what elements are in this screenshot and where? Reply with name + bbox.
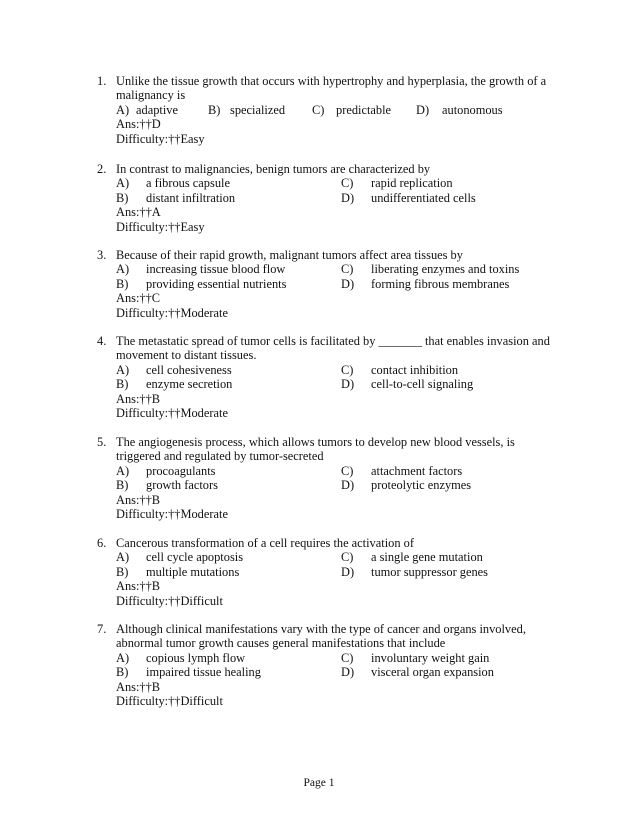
question-stem-line: triggered and regulated by tumor-secreted <box>116 449 324 464</box>
question-stem-line: The angiogenesis process, which allows tumors to develop new blood vessels, is <box>116 435 515 449</box>
choice-letter: B) <box>116 665 129 680</box>
question-number: 6. <box>97 536 107 550</box>
choice-list <box>116 103 567 117</box>
question-number: 2. <box>97 162 107 176</box>
choice-letter: D) <box>341 276 355 291</box>
question-number: 1. <box>97 74 107 88</box>
choice-text: increasing tissue blood flow <box>146 262 286 277</box>
choice-grid <box>116 550 571 579</box>
choice-letter: D) <box>341 478 355 493</box>
choice-text: a fibrous capsule <box>146 176 230 191</box>
choice-text: involuntary weight gain <box>371 650 490 665</box>
choice-text: tumor suppressor genes <box>371 564 489 579</box>
question-4 <box>97 334 567 420</box>
question-number: 5. <box>97 435 107 449</box>
choice-letter: B) <box>116 377 129 392</box>
choice-letter: C) <box>341 650 354 665</box>
choice-letter: A) <box>116 650 130 665</box>
choice-letter: B) <box>116 478 129 493</box>
question-stem-line: Unlike the tissue growth that occurs with hypertrophy and hyperplasia, the growth of a <box>116 74 547 88</box>
choice-letter: A) <box>116 550 130 565</box>
choice-letter: A) <box>116 463 130 478</box>
choice-letter: C) <box>341 362 354 377</box>
choice-text: contact inhibition <box>371 362 459 377</box>
difficulty-line: Difficulty:††Moderate <box>116 305 228 320</box>
choice-text: specialized <box>230 102 286 117</box>
difficulty-line: Difficulty:††Difficult <box>116 694 223 709</box>
choice-text: forming fibrous membranes <box>371 276 510 291</box>
question-stem-line: Cancerous transformation of a cell requires the activation of <box>116 536 414 550</box>
choice-letter: C) <box>341 176 354 191</box>
choice-text: growth factors <box>146 478 218 493</box>
choice-text: adaptive <box>136 102 178 117</box>
choice-letter: A) <box>116 262 130 277</box>
difficulty-line: Difficulty:††Moderate <box>116 406 228 421</box>
choice-letter: D) <box>341 190 355 205</box>
choice-text: rapid replication <box>371 176 453 191</box>
answer-line: Ans:††A <box>116 205 161 220</box>
choice-letter: C) <box>341 463 354 478</box>
choice-letter: D) <box>416 102 430 117</box>
question-1 <box>97 74 567 146</box>
choice-text: predictable <box>336 102 392 117</box>
choice-text: procoagulants <box>146 463 216 478</box>
choice-grid <box>116 363 571 392</box>
choice-text: multiple mutations <box>146 564 240 579</box>
question-3 <box>97 248 567 320</box>
choice-letter: D) <box>341 665 355 680</box>
choice-text: liberating enzymes and toxins <box>371 262 520 277</box>
choice-letter: C) <box>312 102 325 117</box>
choice-letter: C) <box>341 262 354 277</box>
answer-line: Ans:††B <box>116 492 161 507</box>
answer-line: Ans:††C <box>116 291 161 306</box>
choice-letter: D) <box>341 564 355 579</box>
choice-text: cell cohesiveness <box>146 362 232 377</box>
answer-line: Ans:††B <box>116 391 161 406</box>
choice-letter: C) <box>341 550 354 565</box>
question-2 <box>97 162 567 234</box>
choice-text: proteolytic enzymes <box>371 478 472 493</box>
choice-text: autonomous <box>442 102 503 117</box>
choice-text: attachment factors <box>371 463 463 478</box>
question-number: 7. <box>97 622 107 636</box>
difficulty-line: Difficulty:††Difficult <box>116 593 223 608</box>
difficulty-line: Difficulty:††Easy <box>116 131 205 146</box>
question-number: 4. <box>97 334 107 348</box>
choice-letter: A) <box>116 102 130 117</box>
answer-line: Ans:††B <box>116 679 161 694</box>
choice-text: visceral organ expansion <box>371 665 494 680</box>
question-stem-line: In contrast to malignancies, benign tumors are characterized by <box>116 162 431 176</box>
choice-text: a single gene mutation <box>371 550 483 565</box>
question-number: 3. <box>97 248 107 262</box>
choice-letter: A) <box>116 362 130 377</box>
page-number: Page 1 <box>303 777 335 789</box>
question-7 <box>97 622 567 708</box>
choice-text: enzyme secretion <box>146 377 233 392</box>
choice-letter: B) <box>116 276 129 291</box>
question-stem-line: movement to distant tissues. <box>116 348 257 363</box>
answer-line: Ans:††D <box>116 117 161 132</box>
choice-text: cell cycle apoptosis <box>146 550 244 565</box>
choice-grid <box>116 176 571 205</box>
choice-grid <box>116 651 571 680</box>
difficulty-line: Difficulty:††Moderate <box>116 507 228 522</box>
question-stem-line: The metastatic spread of tumor cells is facilitated by _______ that enables invasion and <box>116 334 550 348</box>
choice-text: distant infiltration <box>146 190 236 205</box>
choice-letter: D) <box>341 377 355 392</box>
choice-grid <box>116 262 571 291</box>
question-5 <box>97 435 567 521</box>
choice-grid <box>116 464 571 493</box>
choice-letter: B) <box>208 102 221 117</box>
difficulty-line: Difficulty:††Easy <box>116 219 205 234</box>
choice-letter: A) <box>116 176 130 191</box>
answer-line: Ans:††B <box>116 579 161 594</box>
choice-letter: B) <box>116 564 129 579</box>
choice-letter: B) <box>116 190 129 205</box>
choice-text: copious lymph flow <box>146 650 246 665</box>
question-stem-line: abnormal tumor growth causes general manifestations that include <box>116 636 446 651</box>
question-stem-line: Although clinical manifestations vary with the type of cancer and organs involved, <box>116 622 526 636</box>
question-6 <box>97 536 567 608</box>
choice-text: providing essential nutrients <box>146 276 287 291</box>
question-stem-line: Because of their rapid growth, malignant tumors affect area tissues by <box>116 248 463 262</box>
choice-text: undifferentiated cells <box>371 190 476 205</box>
choice-text: impaired tissue healing <box>146 665 261 680</box>
choice-text: cell-to-cell signaling <box>371 377 474 392</box>
question-stem-line: malignancy is <box>116 88 186 103</box>
